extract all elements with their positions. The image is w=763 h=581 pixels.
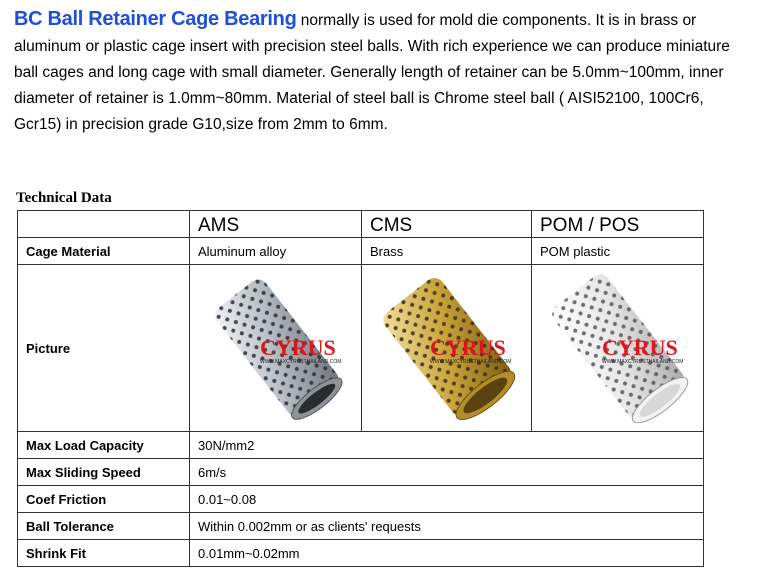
column-header-cms: CMS <box>362 211 532 238</box>
section-title: Technical Data <box>16 190 112 206</box>
watermark-url: WWW.MAXCYRUSTHAILAND.COM <box>260 359 342 365</box>
watermark-brand: CYRUS <box>260 335 336 360</box>
column-header-ams: AMS <box>190 211 362 238</box>
row-label: Max Load Capacity <box>18 432 190 459</box>
row-value: 0.01~0.08 <box>190 486 704 513</box>
cell-cage-material-cms: Brass <box>362 238 532 265</box>
cell-cage-material-ams: Aluminum alloy <box>190 238 362 265</box>
row-label-picture: Picture <box>18 265 190 432</box>
cell-cage-material-pom: POM plastic <box>532 238 704 265</box>
row-value: 6m/s <box>190 459 704 486</box>
table-header-row <box>18 211 704 238</box>
row-label: Coef Friction <box>18 486 190 513</box>
cell-picture-pom <box>532 265 704 432</box>
row-value: Within 0.002mm or as clients' requests <box>190 513 704 540</box>
table-row <box>18 238 704 265</box>
cell-picture-ams <box>190 265 362 432</box>
table-row-picture <box>18 265 704 432</box>
watermark-brand: CYRUS <box>430 335 506 360</box>
column-header-pom: POM / POS <box>532 211 704 238</box>
table-row <box>18 432 704 459</box>
table-row <box>18 540 704 567</box>
row-label: Max Sliding Speed <box>18 459 190 486</box>
row-label: Ball Tolerance <box>18 513 190 540</box>
intro-body: normally is used for mold die components. It is in brass or aluminum or plastic cage insert with precision steel balls. With rich experience we can produce miniature ball cages and long cage with small diameter. Generally length of retainer can be 5.0mm~100mm, inner diameter of retainer is 1.0mm~80mm. Material of steel ball is Chrome steel ball ( AISI52100, 100Cr6, Gcr15) in precision grade G10,size from 2mm to 6mm. <box>14 12 730 133</box>
intro-paragraph <box>14 6 754 138</box>
cell-picture-cms <box>362 265 532 432</box>
watermark-brand: CYRUS <box>602 335 678 360</box>
row-value: 30N/mm2 <box>190 432 704 459</box>
row-value: 0.01mm~0.02mm <box>190 540 704 567</box>
table-row <box>18 486 704 513</box>
header-empty-cell <box>18 211 190 238</box>
technical-data-table <box>17 210 704 567</box>
table-row <box>18 513 704 540</box>
watermark-url: WWW.MAXCYRUSTHAILAND.COM <box>430 359 512 365</box>
table-row <box>18 459 704 486</box>
product-headline: BC Ball Retainer Cage Bearing <box>14 8 297 30</box>
row-label: Shrink Fit <box>18 540 190 567</box>
row-label-cage-material: Cage Material <box>18 238 190 265</box>
watermark-url: WWW.MAXCYRUSTHAILAND.COM <box>602 359 684 365</box>
